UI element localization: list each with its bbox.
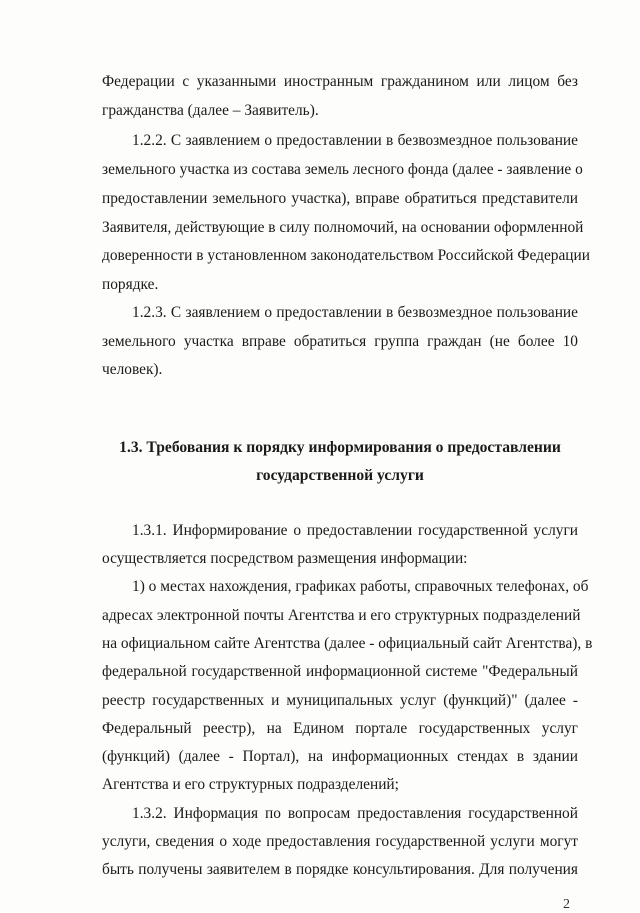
text-line: гражданства (далее – Заявитель). xyxy=(102,102,319,119)
text-line: человек). xyxy=(102,361,163,378)
text-line: Заявителя, действующие в силу полномочий, на основании оформленной xyxy=(102,219,584,236)
section-heading: государственной услуги xyxy=(256,467,424,484)
text-line: 1.3.2. Информация по вопросам предоставления государственной xyxy=(132,805,578,822)
text-line: предоставлении земельного участка), вправе обратиться представители xyxy=(102,190,578,207)
text-line: (функций) (далее - Портал), на информационных стендах в здании xyxy=(102,748,578,765)
page-number: 2 xyxy=(563,897,570,912)
text-line: земельного участка из состава земель лесного фонда (далее - заявление о xyxy=(102,161,583,178)
text-line: адресах электронной почты Агентства и его структурных подразделений xyxy=(102,607,581,624)
text-line: на официальном сайте Агентства (далее - официальный сайт Агентства), в xyxy=(102,635,593,652)
text-line: услуги, сведения о ходе предоставления государственной услуги могут xyxy=(102,833,578,850)
text-line: 1.2.2. С заявлением о предоставлении в безвозмездное пользование xyxy=(132,132,578,149)
text-line: 1.3.1. Информирование о предоставлении государственной услуги xyxy=(132,522,578,539)
text-line: федеральной государственной информационной системе "Федеральный xyxy=(102,663,578,680)
text-line: 1) о местах нахождения, графиках работы, справочных телефонах, об xyxy=(132,578,589,595)
text-line: земельного участка вправе обратиться группа граждан (не более 10 xyxy=(102,333,578,350)
text-line: доверенности в установленном законодательством Российской Федерации xyxy=(102,247,591,264)
text-line: Агентства и его структурных подразделений; xyxy=(102,776,399,793)
text-line: Федерации с указанными иностранным гражданином или лицом без xyxy=(102,73,578,90)
text-line: реестр государственных и муниципальных услуг (функций)" (далее - xyxy=(102,692,578,709)
text-line: 1.2.3. С заявлением о предоставлении в безвозмездное пользование xyxy=(132,304,578,321)
text-line: порядке. xyxy=(102,276,159,293)
text-line: осуществляется посредством размещения информации: xyxy=(102,550,468,567)
section-heading: 1.3. Требования к порядку информирования о предоставлении xyxy=(119,439,561,456)
text-line: Федеральный реестр), на Едином портале государственных услуг xyxy=(102,720,578,737)
text-line: быть получены заявителем в порядке консультирования. Для получения xyxy=(102,861,578,878)
